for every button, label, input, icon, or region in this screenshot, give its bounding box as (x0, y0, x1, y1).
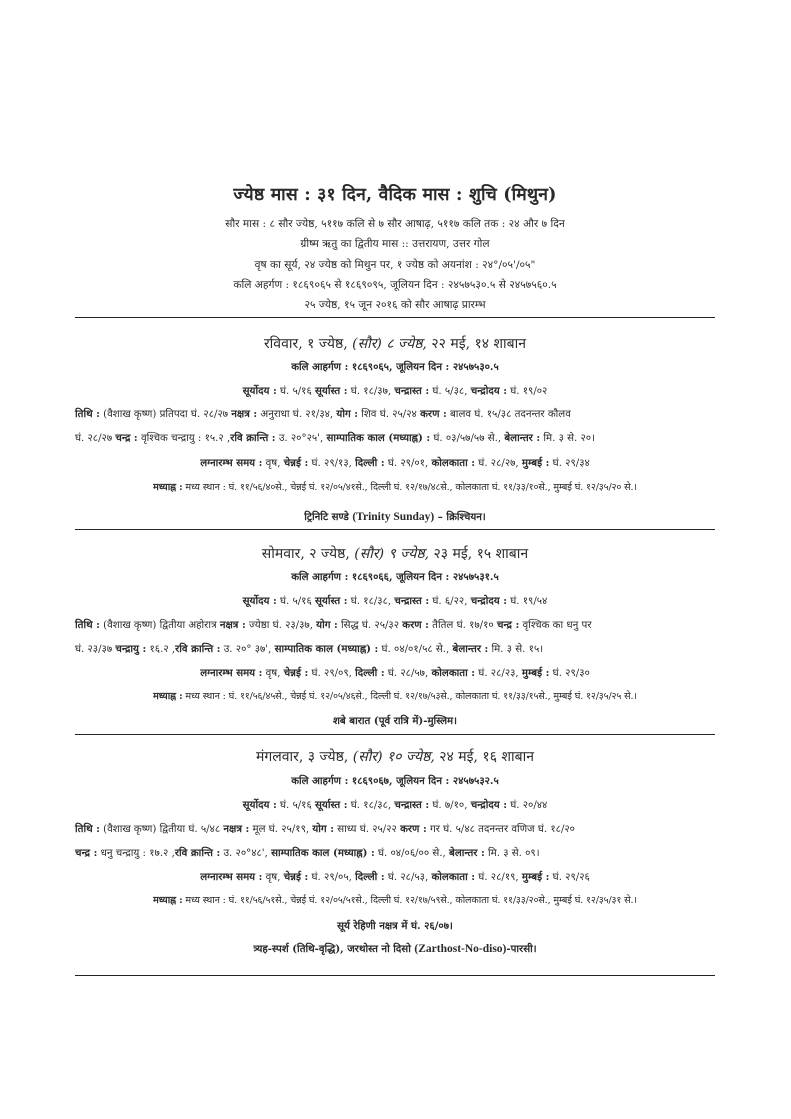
kali-line: कलि आहर्गण : १८६९०६६, जूलियन दिन : २४५७५३१.५ (291, 571, 499, 583)
event-line: शबे बारात (पूर्व रात्रि में)-मुस्लिम। (332, 715, 458, 727)
sun-moon-line: सूर्योदय : घं. ५/१६ सूर्यास्त : घं. १८/३८, चन्द्रास्त : घं. ७/१०, चन्द्रोदय : घं. २०/४४ (242, 799, 548, 811)
sun-moon-line: सूर्योदय : घं. ५/१६ सूर्यास्त : घं. १८/३८, चन्द्रास्त : घं. ६/२२, चन्द्रोदय : घं. १९/५४ (242, 595, 548, 607)
month-title: ज्येष्ठ मास : ३१ दिन, वैदिक मास : शुचि (मिथुन) (233, 185, 557, 205)
divider (75, 734, 715, 735)
day-heading: रविवार, १ ज्येष्ठ, (सौर) ८ ज्येष्ठ, २२ मई, १४ शाबान (263, 336, 527, 352)
day-heading: सोमवार, २ ज्येष्ठ, (सौर) ९ ज्येष्ठ, २३ मई, १५ शाबान (261, 546, 529, 562)
divider (75, 317, 715, 318)
chandra-line: घं. २८/२७ चन्द्र : वृश्चिक चन्द्रायु : १५.२ ,रवि क्रान्ति : उ. २०°२५', साम्पातिक काल (मध्याह्न) : घं. ०३/५७/५७ से., बेलान्तर : मि. ३ से. २०। (75, 432, 595, 444)
divider (75, 975, 715, 976)
divider (75, 529, 715, 530)
madhyahna-line: मध्याह्न : मध्य स्थान : घं. ११/५६/४०से., चेन्नई घं. १२/०५/४१से., दिल्ली घं. १२/१७/४८से., कोलकाता घं. ११/३३/१०से., मुम्बई घं. १२/३५/२० से.। (153, 482, 637, 493)
lagna-line: लग्नारम्भ समय : वृष, चेन्नई : घं. २९/१३, दिल्ली : घं. २९/०१, कोलकाता : घं. २८/२७, मुम्बई : घं. २९/३४ (200, 457, 590, 469)
kali-line: कलि आहर्गण : १८६९०६५, जूलियन दिन : २४५७५३०.५ (291, 361, 499, 373)
madhyahna-line: मध्याह्न : मध्य स्थान : घं. ११/५६/५१से., चेन्नई घं. १२/०५/५१से., दिल्ली घं. १२/१७/५९से., कोलकाता घं. ११/३३/२०से., मुम्बई घं. १२/३५/३१ से.। (153, 895, 637, 906)
chandra-line: घं. २३/३७ चन्द्रायु : १६.२ ,रवि क्रान्ति : उ. २०° ३७', साम्पातिक काल (मध्याह्न) : घं. ०४/०१/५८ से., बेलान्तर : मि. ३ से. १५। (75, 643, 544, 655)
tithi-line: तिथि : (वैशाख कृष्ण) द्वितीया अहोरात्र नक्षत्र : ज्येष्ठा घं. २३/३७, योग : सिद्ध घं. २५/३२ करण : तैतिल घं. १७/१० चन्द्र : वृश्चिक का धनु पर (75, 619, 592, 631)
tithi-line: तिथि : (वैशाख कृष्ण) प्रतिपदा घं. २८/२७ नक्षत्र : अनुराधा घं. २१/३४, योग : शिव घं. २५/२४ करण : बालव घं. १५/३८ तदनन्तर कौलव (75, 408, 571, 420)
event-line: त्र्यह-स्पर्श (तिथि-वृद्धि), जरथोस्त नो दिसो (Zarthost-No-diso)-पारसी। (253, 943, 537, 955)
header-line: कलि अहर्गण : १८६९०६५ से १८६९०९५, जूलियन दिन : २४५७५३०.५ से २४५७५६०.५ (233, 279, 557, 291)
event-line: सूर्य रेहिणी नक्षत्र में घं. २६/०७। (337, 920, 453, 932)
header-line: सौर मास : ८ सौर ज्येष्ठ, ५११७ कलि से ७ सौर आषाढ़, ५११७ कलि तक : २४ और ७ दिन (225, 218, 565, 230)
lagna-line: लग्नारम्भ समय : वृष, चेन्नई : घं. २९/०९, दिल्ली : घं. २८/५७, कोलकाता : घं. २८/२३, मुम्बई : घं. २९/३० (200, 667, 590, 679)
day-heading: मंगलवार, ३ ज्येष्ठ, (सौर) १० ज्येष्ठ, २४ मई, १६ शाबान (256, 749, 534, 765)
header-line: २५ ज्येष्ठ, १५ जून २०१६ को सौर आषाढ़ प्रारम्भ (304, 299, 486, 311)
madhyahna-line: मध्याह्न : मध्य स्थान : घं. ११/५६/४५से., चेन्नई घं. १२/०५/४६से., दिल्ली घं. १२/१७/५३से., कोलकाता घं. ११/३३/१५से., मुम्बई घं. १२/३५/२५ से.। (153, 691, 637, 702)
header-line: ग्रीष्म ऋतु का द्वितीय मास :: उत्तरायण, उत्तर गोल (300, 238, 490, 250)
header-line: वृष का सूर्य, २४ ज्येष्ठ को मिथुन पर, १ ज्येष्ठ को अयनांश : २४°/०५'/०५" (254, 259, 536, 271)
event-line: ट्रिनिटि सण्डे (Trinity Sunday) – क्रिश्चियन। (304, 511, 486, 523)
kali-line: कलि आहर्गण : १८६९०६७, जूलियन दिन : २४५७५३२.५ (291, 775, 499, 787)
sun-moon-line: सूर्योदय : घं. ५/१६ सूर्यास्त : घं. १८/३७, चन्द्रास्त : घं. ५/३८, चन्द्रोदय : घं. १९/०२ (242, 385, 548, 397)
chandra-line: चन्द्र : धनु चन्द्रायु : १७.२ ,रवि क्रान्ति : उ. २०°४८', साम्पातिक काल (मध्याह्न) : घं. ०४/०६/०० से., बेलान्तर : मि. ३ से. ०९। (75, 847, 540, 859)
tithi-line: तिथि : (वैशाख कृष्ण) द्वितीया घं. ५/४८ नक्षत्र : मूल घं. २५/१९, योग : साध्य घं. २५/२२ करण : गर घं. ५/४८ तदनन्तर वणिज घं. १८/२० (75, 823, 575, 835)
lagna-line: लग्नारम्भ समय : वृष, चेन्नई : घं. २९/०५, दिल्ली : घं. २८/५३, कोलकाता : घं. २८/१९, मुम्बई : घं. २९/२६ (200, 871, 590, 883)
